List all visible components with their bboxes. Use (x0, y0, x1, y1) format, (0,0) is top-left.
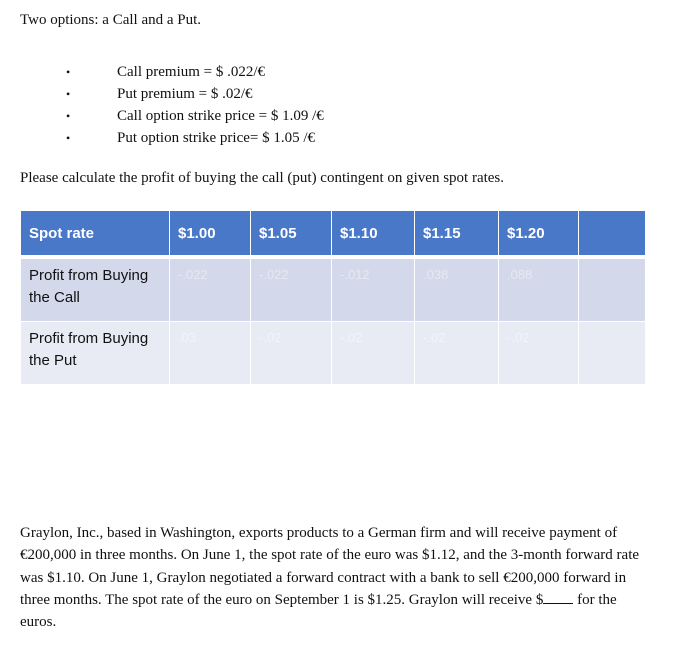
bullet-text: Call premium = $ .022/€ (117, 64, 266, 80)
table-cell (499, 322, 579, 385)
header-rate: $1.05 (251, 211, 332, 256)
table-cell (415, 322, 499, 385)
header-rate: $1.00 (170, 211, 251, 256)
table-cell (251, 322, 332, 385)
bullet-call-premium (64, 61, 324, 83)
table-cell (415, 259, 499, 322)
header-spot-rate: Spot rate (21, 211, 170, 256)
bullet-text: Put option strike price= $ 1.05 /€ (117, 130, 316, 146)
header-rate: $1.10 (332, 211, 415, 256)
cell-value: .038 (423, 267, 449, 282)
cell-value: -.022 (178, 267, 208, 282)
table-cell (579, 259, 646, 322)
answer-blank[interactable] (543, 591, 573, 604)
bullet-put-premium (64, 83, 324, 105)
cell-value: -.022 (259, 267, 289, 282)
table-cell (332, 259, 415, 322)
bullet-text: Call option strike price = $ 1.09 /€ (117, 108, 324, 124)
profit-table (20, 210, 646, 385)
table-cell (499, 259, 579, 322)
cell-value: -.012 (340, 267, 370, 282)
problem-paragraph (20, 522, 650, 633)
table-cell (251, 259, 332, 322)
bullet-icon: • (66, 65, 71, 79)
row-label: Profit from Buying the Call (21, 259, 170, 322)
table-cell (579, 322, 646, 385)
bullet-call-strike (64, 105, 324, 127)
problem-suffix: for the euros. (20, 591, 617, 631)
table-cell (332, 322, 415, 385)
cell-value: .088 (507, 267, 533, 282)
problem-text: Graylon, Inc., based in Washington, exports products to a German firm and will receive payment of €200,000 in three months. On June 1, the spot rate of the euro was $1.12, and the 3-month forward rate was $1.10. On June 1, Graylon negotiated a forward contract with a bank to sell €200,000 forward in three months. The spot rate of the euro on September 1 is $1.25. Graylon will receive $ (20, 525, 640, 608)
cell-value (587, 328, 637, 330)
intro-text: Two options: a Call and a Put. (20, 12, 202, 28)
header-rate: $1.15 (415, 211, 499, 256)
instruction-text: Please calculate the profit of buying the call (put) contingent on given spot rates. (20, 170, 505, 186)
cell-value (587, 265, 637, 267)
cell-value: -.02 (340, 330, 363, 345)
bullet-text: Put premium = $ .02/€ (117, 86, 253, 102)
table-row-call (21, 259, 646, 322)
table-row-put (21, 322, 646, 385)
cell-value: -.02 (507, 330, 530, 345)
header-row (21, 211, 646, 256)
bullet-icon: • (66, 131, 71, 145)
table-cell (170, 322, 251, 385)
premium-list (64, 61, 324, 149)
row-label: Profit from Buying the Put (21, 322, 170, 385)
cell-value: .03 (178, 330, 197, 345)
header-rate: $1.20 (499, 211, 579, 256)
table-cell (170, 259, 251, 322)
cell-value: -.02 (259, 330, 282, 345)
bullet-icon: • (66, 87, 71, 101)
bullet-icon: • (66, 109, 71, 123)
cell-value: -.02 (423, 330, 446, 345)
bullet-put-strike (64, 127, 324, 149)
header-rate (579, 211, 646, 256)
